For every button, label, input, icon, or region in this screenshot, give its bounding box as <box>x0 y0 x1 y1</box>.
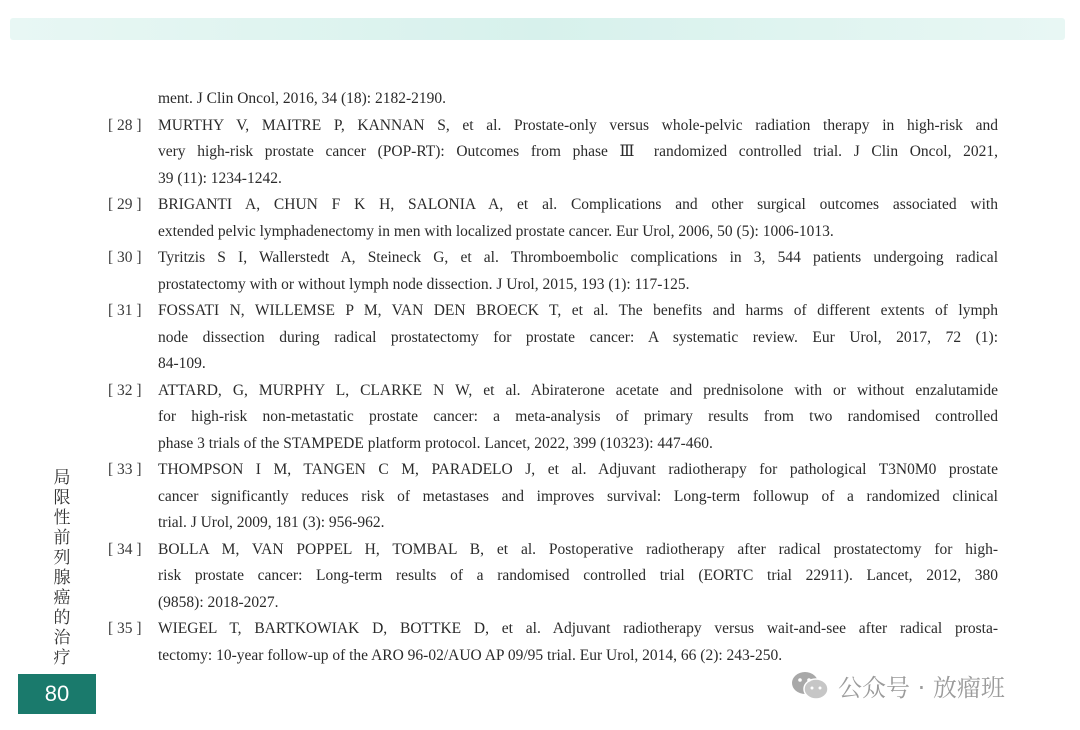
side-title-char: 局 <box>53 468 71 488</box>
watermark-text: 公众号 · 放瘤班 <box>838 674 1005 702</box>
wechat-icon <box>790 670 830 702</box>
reference-line: cancer significantly reduces risk of metastases and improves survival: Long-term followup of a randomized clinical <box>158 487 998 505</box>
reference-line: node dissection during radical prostatectomy for prostate cancer: A systematic review. Eur Urol, 2017, 72 (1): <box>158 328 998 346</box>
reference-entry <box>108 616 998 669</box>
reference-number: [ 33 ] <box>108 461 142 478</box>
reference-entry <box>108 245 998 298</box>
reference-entry <box>108 537 998 617</box>
side-title-char: 前 <box>53 528 71 548</box>
reference-line: ment. J Clin Oncol, 2016, 34 (18): 2182-2190. <box>158 90 447 107</box>
top-decorative-band <box>10 18 1065 40</box>
reference-line: BOLLA M, VAN POPPEL H, TOMBAL B, et al. Postoperative radiotherapy after radical prostatectomy for high- <box>158 540 998 558</box>
chapter-side-title <box>51 468 73 668</box>
reference-entry <box>108 378 998 458</box>
reference-line: tectomy: 10-year follow-up of the ARO 96-02/AUO AP 09/95 trial. Eur Urol, 2014, 66 (2): 243-250. <box>158 646 783 664</box>
reference-line: WIEGEL T, BARTKOWIAK D, BOTTKE D, et al. Adjuvant radiotherapy versus wait-and-see after radical prosta- <box>158 620 998 637</box>
reference-line: THOMPSON I M, TANGEN C M, PARADELO J, et al. Adjuvant radiotherapy for pathological T3N0M0 prostate <box>158 461 998 478</box>
reference-line: ATTARD, G, MURPHY L, CLARKE N W, et al. Abiraterone acetate and prednisolone with or without enzalutamide <box>158 381 998 399</box>
reference-text <box>158 245 998 298</box>
reference-line: trial. J Urol, 2009, 181 (3): 956-962. <box>158 514 385 531</box>
reference-line: BRIGANTI A, CHUN F K H, SALONIA A, et al. Complications and other surgical outcomes associated with <box>158 196 998 213</box>
reference-text <box>158 113 998 193</box>
reference-line: (9858): 2018-2027. <box>158 593 279 611</box>
page-number-text: 80 <box>44 681 70 706</box>
reference-number: [ 28 ] <box>108 116 142 134</box>
side-title-char: 列 <box>53 548 71 568</box>
reference-entry <box>108 192 998 245</box>
reference-line: Tyritzis S I, Wallerstedt A, Steineck G, et al. Thromboembolic complications in 3, 544 patients undergoing radical <box>158 249 998 266</box>
side-title-char: 疗 <box>53 648 71 668</box>
reference-number: [ 31 ] <box>108 302 142 319</box>
side-title-char: 的 <box>53 608 71 628</box>
reference-line: risk prostate cancer: Long-term results of a randomised controlled trial (EORTC trial 22911). Lancet, 2012, 380 <box>158 567 998 584</box>
reference-line: MURTHY V, MAITRE P, KANNAN S, et al. Prostate-only versus whole-pelvic radiation therapy in high-risk and <box>158 116 998 134</box>
reference-number: [ 32 ] <box>108 381 142 399</box>
side-title-char: 治 <box>53 628 71 648</box>
page-number <box>18 674 96 714</box>
reference-line: phase 3 trials of the STAMPEDE platform protocol. Lancet, 2022, 399 (10323): 447-460. <box>158 434 713 452</box>
reference-line: FOSSATI N, WILLEMSE P M, VAN DEN BROECK T, et al. The benefits and harms of different extents of lymph <box>158 302 998 319</box>
reference-entry <box>108 113 998 193</box>
reference-entry <box>108 298 998 378</box>
reference-entry <box>108 457 998 537</box>
reference-line: extended pelvic lymphadenectomy in men with localized prostate cancer. Eur Urol, 2006, 50 (5): 1006-1013. <box>158 222 834 240</box>
watermark <box>790 668 1005 703</box>
reference-line: prostatectomy with or without lymph node dissection. J Urol, 2015, 193 (1): 117-125. <box>158 275 690 293</box>
reference-entry <box>108 86 998 113</box>
reference-number: [ 34 ] <box>108 540 142 558</box>
reference-line: very high-risk prostate cancer (POP-RT): Outcomes from phase Ⅲ randomized controlled trial. J Clin Oncol, 2021, <box>158 143 998 160</box>
reference-text <box>158 616 998 669</box>
side-title-char: 癌 <box>53 588 71 608</box>
reference-line: 84-109. <box>158 355 206 372</box>
reference-text <box>158 457 998 537</box>
reference-list <box>108 86 998 669</box>
reference-text <box>158 378 998 458</box>
reference-line: for high-risk non-metastatic prostate cancer: a meta-analysis of primary results from two randomised controlled <box>158 408 998 425</box>
reference-number: [ 35 ] <box>108 620 142 637</box>
reference-number: [ 29 ] <box>108 196 142 213</box>
side-title-char: 性 <box>53 508 71 528</box>
reference-text <box>158 537 998 617</box>
side-title-char: 腺 <box>53 568 71 588</box>
reference-text <box>158 86 998 113</box>
reference-text <box>158 192 998 245</box>
side-title-char: 限 <box>53 488 71 508</box>
reference-number: [ 30 ] <box>108 249 142 266</box>
reference-text <box>158 298 998 378</box>
reference-line: 39 (11): 1234-1242. <box>158 169 282 187</box>
